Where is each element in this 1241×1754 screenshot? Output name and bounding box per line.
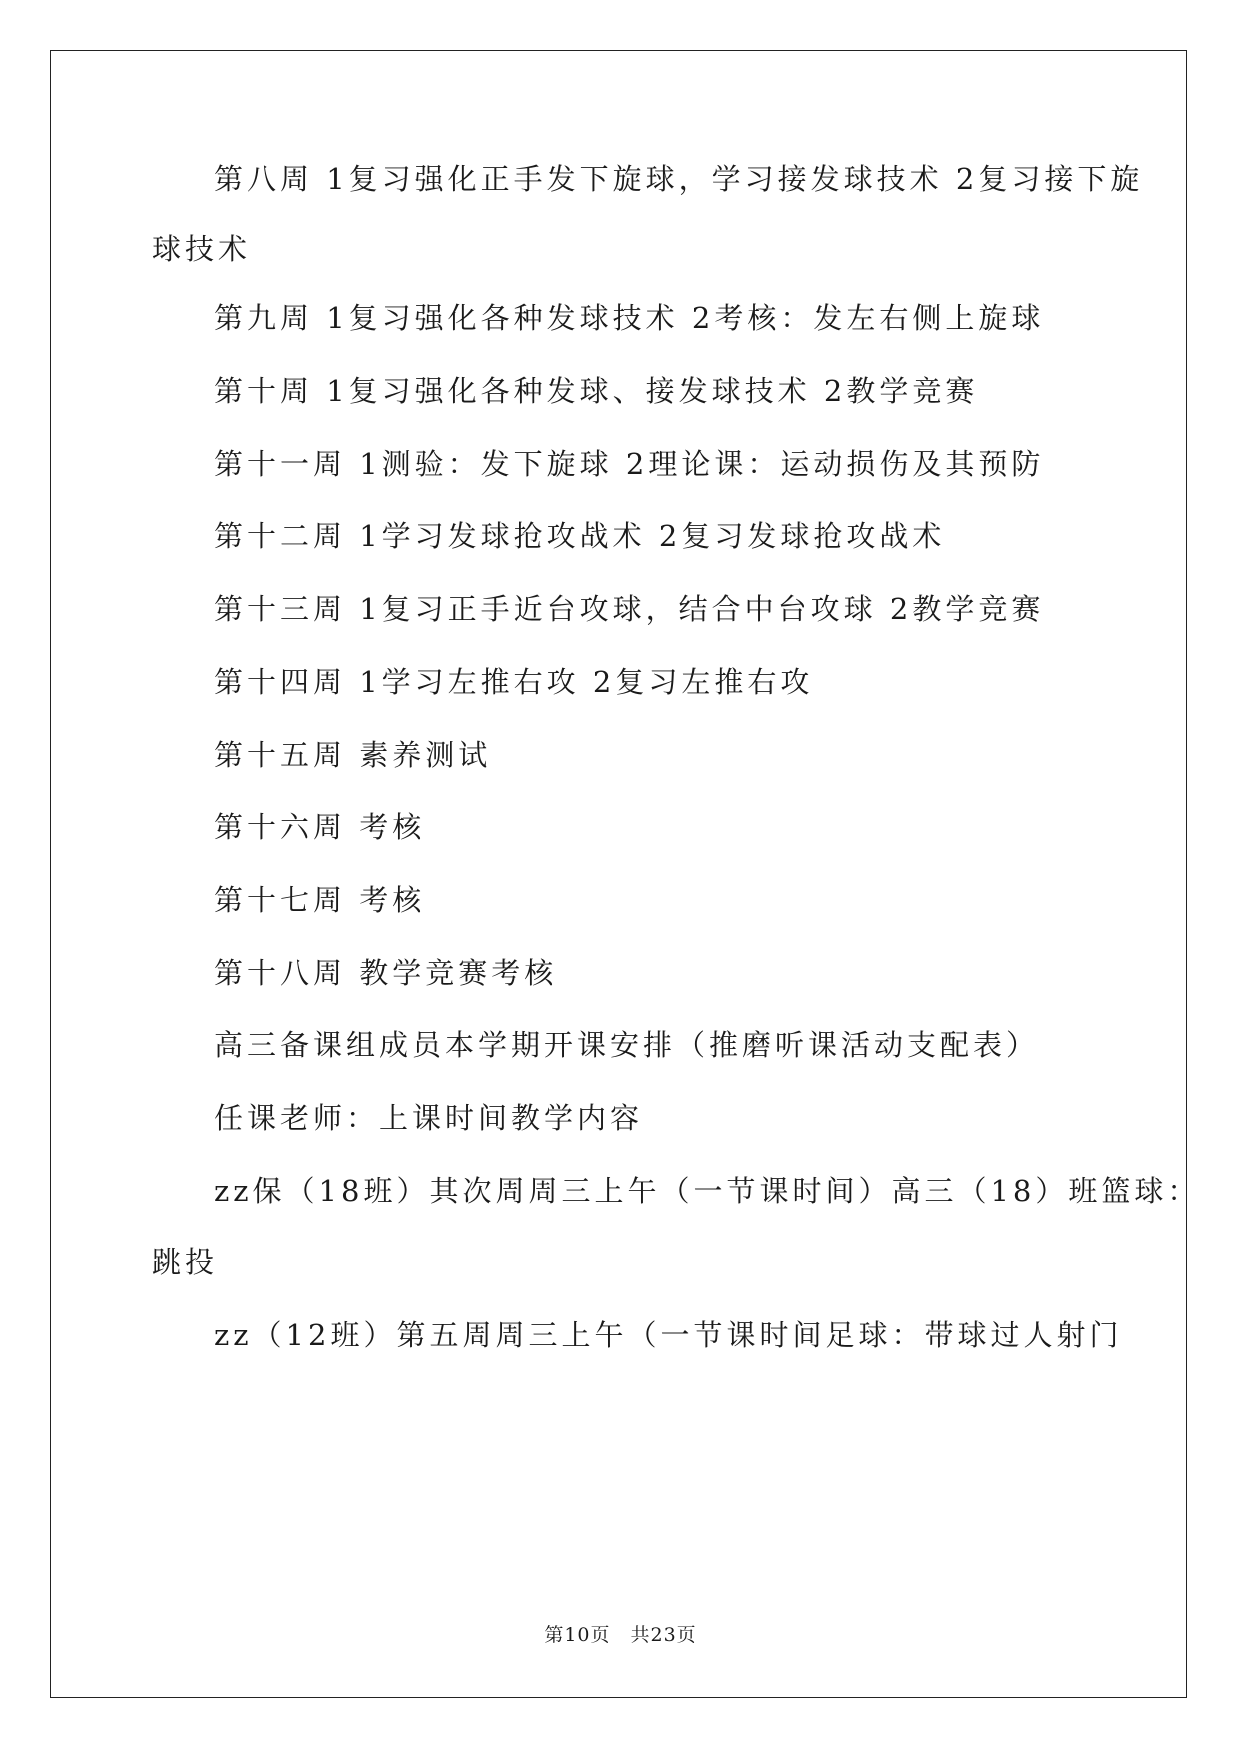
page-footer: 第10页 共23页 <box>544 1624 697 1646</box>
text-line-week12: 第十二周 1学习发球抢攻战术 2复习发球抢攻战术 <box>214 519 946 553</box>
text-line-teacher-2: zz（12班）第五周周三上午（一节课时间足球：带球过人射门 <box>214 1318 1123 1352</box>
text-line-teacher-1: zz保（18班）其次周周三上午（一节课时间）高三（18）班篮球： <box>214 1174 1201 1208</box>
text-line-week11: 第十一周 1测验：发下旋球 2理论课：运动损伤及其预防 <box>214 447 1045 481</box>
text-line-week14: 第十四周 1学习左推右攻 2复习左推右攻 <box>214 665 814 699</box>
page-border <box>50 50 1187 1698</box>
text-line-week9: 第九周 1复习强化各种发球技术 2考核：发左右侧上旋球 <box>214 301 1045 335</box>
text-line-week15: 第十五周 素养测试 <box>214 738 492 772</box>
text-line-week8-cont: 球技术 <box>152 232 252 266</box>
text-line-week8: 第八周 1复习强化正手发下旋球，学习接发球技术 2复习接下旋 <box>214 162 1144 196</box>
text-line-week17: 第十七周 考核 <box>214 883 426 917</box>
text-line-table-header: 任课老师：上课时间教学内容 <box>214 1101 644 1135</box>
text-line-week10: 第十周 1复习强化各种发球、接发球技术 2教学竞赛 <box>214 374 979 408</box>
text-line-week13: 第十三周 1复习正手近台攻球，结合中台攻球 2教学竞赛 <box>214 592 1045 626</box>
text-line-week18: 第十八周 教学竞赛考核 <box>214 956 558 990</box>
text-line-teacher-1-cont: 跳投 <box>152 1245 219 1279</box>
text-line-week16: 第十六周 考核 <box>214 810 426 844</box>
text-line-schedule-title: 高三备课组成员本学期开课安排（推磨听课活动支配表） <box>214 1028 1040 1062</box>
